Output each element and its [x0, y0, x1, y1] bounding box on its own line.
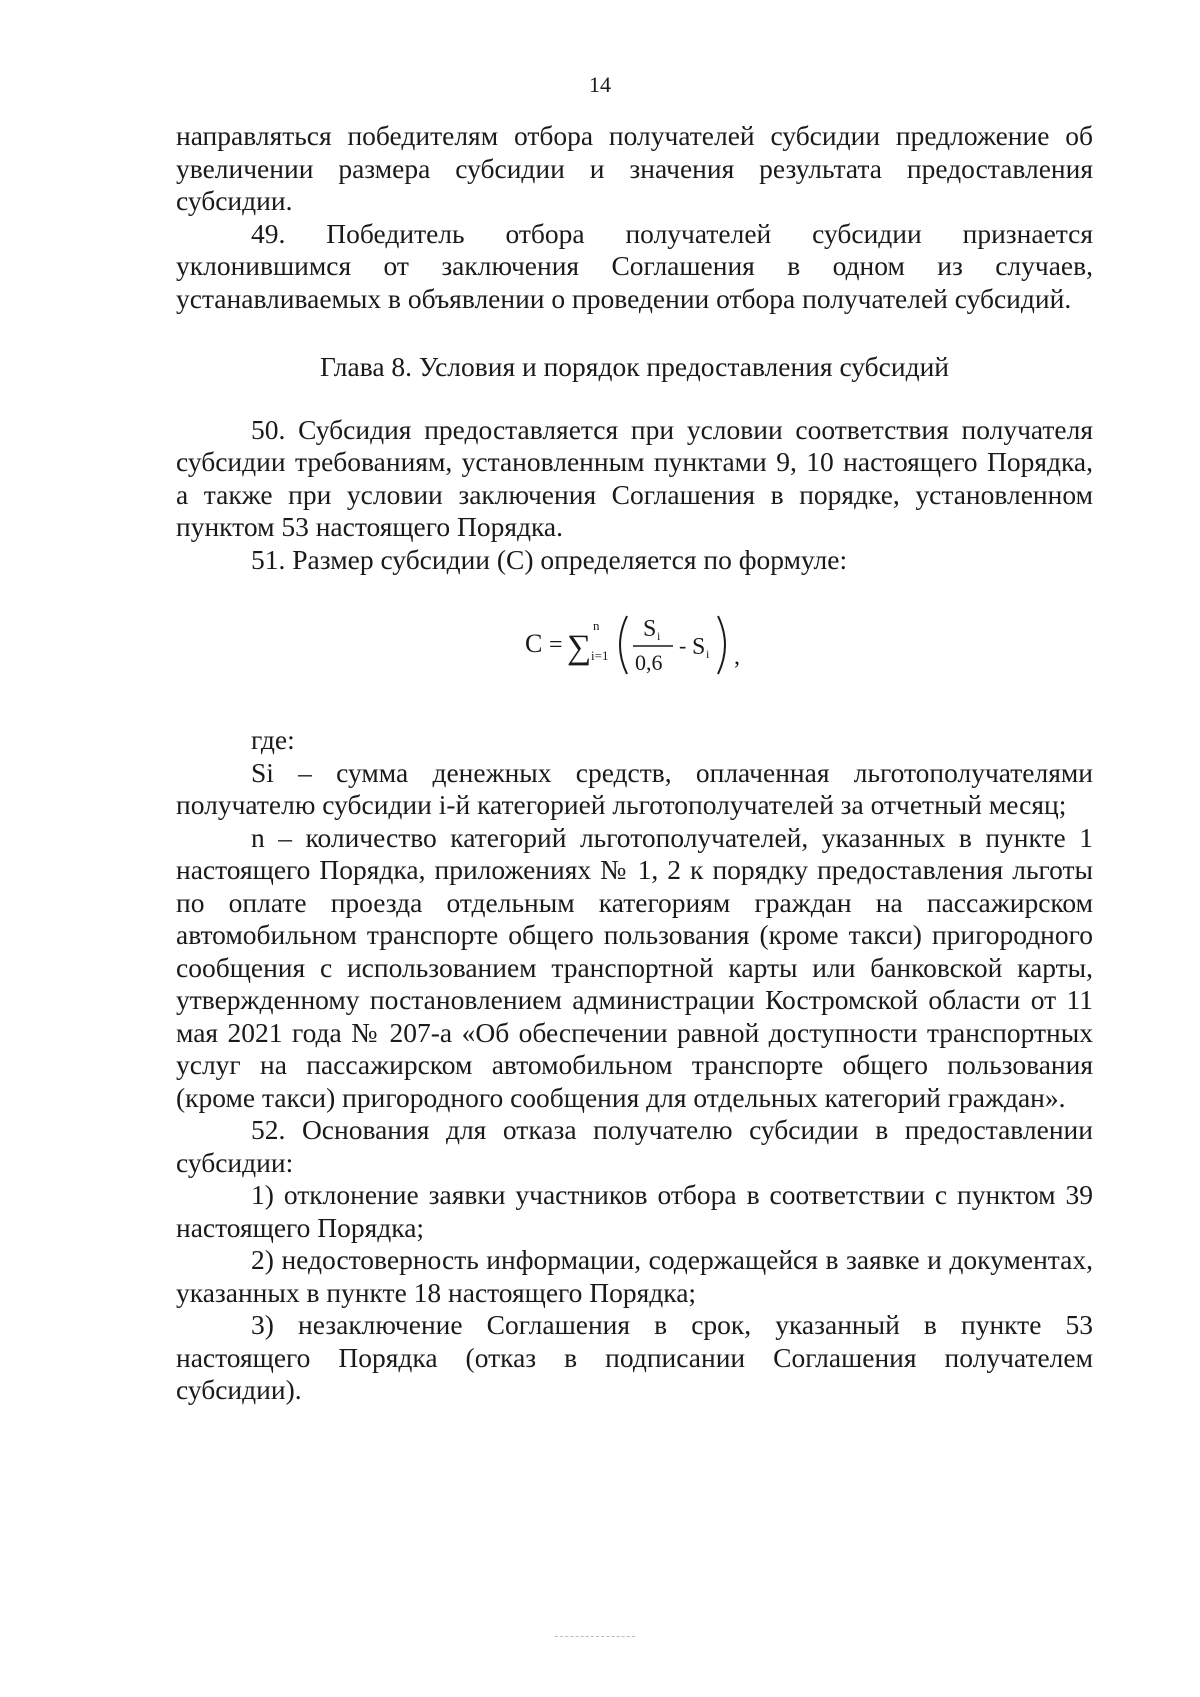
formula-lower-limit: i=1: [590, 648, 608, 663]
formula-numerator-sub: i: [656, 629, 660, 643]
paragraph-51: 51. Размер субсидии (С) определяется по формуле:: [251, 543, 848, 575]
formula-sum-symbol: ∑: [566, 629, 591, 666]
subsidy-formula: [176, 594, 1093, 694]
paragraph-52: 52. Основания для отказа получателю субсидии в предоставлении субсидии:: [176, 1114, 1093, 1178]
formula-term: S: [691, 634, 705, 660]
formula-denominator: 0,6: [634, 650, 662, 675]
paragraph-si-definition: Si – сумма денежных средств, оплаченная льготополучателями получателю субсидии i-й категорией льготополучателей за отчетный месяц;: [176, 756, 1093, 820]
paragraph-49: 49. Победитель отбора получателей субсидии признается уклонившимся от заключения Соглашения в одном из случаев, устанавливаемых в объявлении о проведении отбора получателей субсидий.: [176, 217, 1093, 314]
formula-numerator: S: [642, 616, 656, 642]
formula-trailing-comma: ,: [733, 644, 740, 670]
chapter-title: Глава 8. Условия и порядок предоставления субсидий: [319, 351, 950, 382]
formula-upper-limit: n: [592, 618, 599, 633]
paragraph-52-item-1: 1) отклонение заявки участников отбора в соответствии с пунктом 39 настоящего Порядка;: [176, 1179, 1093, 1243]
paragraph-gde: где:: [251, 724, 295, 755]
formula-equals: =: [548, 632, 563, 658]
spacer: [176, 716, 1093, 724]
paragraph-52-item-3: 3) незаключение Соглашения в срок, указанный в пункте 53 настоящего Порядка (отказ в подписании Соглашения получателем субсидии).: [176, 1309, 1093, 1405]
page-number: 14: [589, 72, 611, 97]
scan-artifact: [555, 1636, 635, 1639]
formula-lhs: C: [524, 629, 542, 658]
formula-minus: -: [678, 633, 686, 658]
formula-graphic: [515, 594, 755, 694]
formula-left-paren: [620, 616, 627, 674]
document-body: [176, 120, 1093, 1407]
paragraph-52-item-2: 2) недостоверность информации, содержащейся в заявке и документах, указанных в пункте 18 настоящего Порядка;: [176, 1244, 1093, 1308]
formula-right-paren: [718, 616, 725, 674]
paragraph-n-definition: n – количество категорий льготополучателей, указанных в пункте 1 настоящего Порядка, приложениях № 1, 2 к порядку предоставления льготы по оплате проезда отдельным категориям граждан на пассажирском автомобильном транспорте общего пользования (кроме такси) пригородного сообщения с использованием транспортной карты или банковской карты, утвержденному постановлением администрации Костромской области от 11 мая 2021 года № 207-а «Об обеспечении равной доступности транспортных услуг на пассажирском автомобильном транспорте общего пользования (кроме такси) пригородного сообщения для отдельных категорий граждан».: [176, 821, 1093, 1113]
paragraph-50: 50. Субсидия предоставляется при условии соответствия получателя субсидии требованиям, установленным пунктами 9, 10 настоящего Порядка, а также при условии заключения Соглашения в порядке, установленном пунктом 53 настоящего Порядка.: [176, 413, 1093, 542]
formula-term-sub: i: [705, 647, 709, 661]
paragraph-continuation: направляться победителям отбора получателей субсидии предложение об увеличении размера субсидии и значения результата предоставления субсидии.: [176, 120, 1093, 216]
